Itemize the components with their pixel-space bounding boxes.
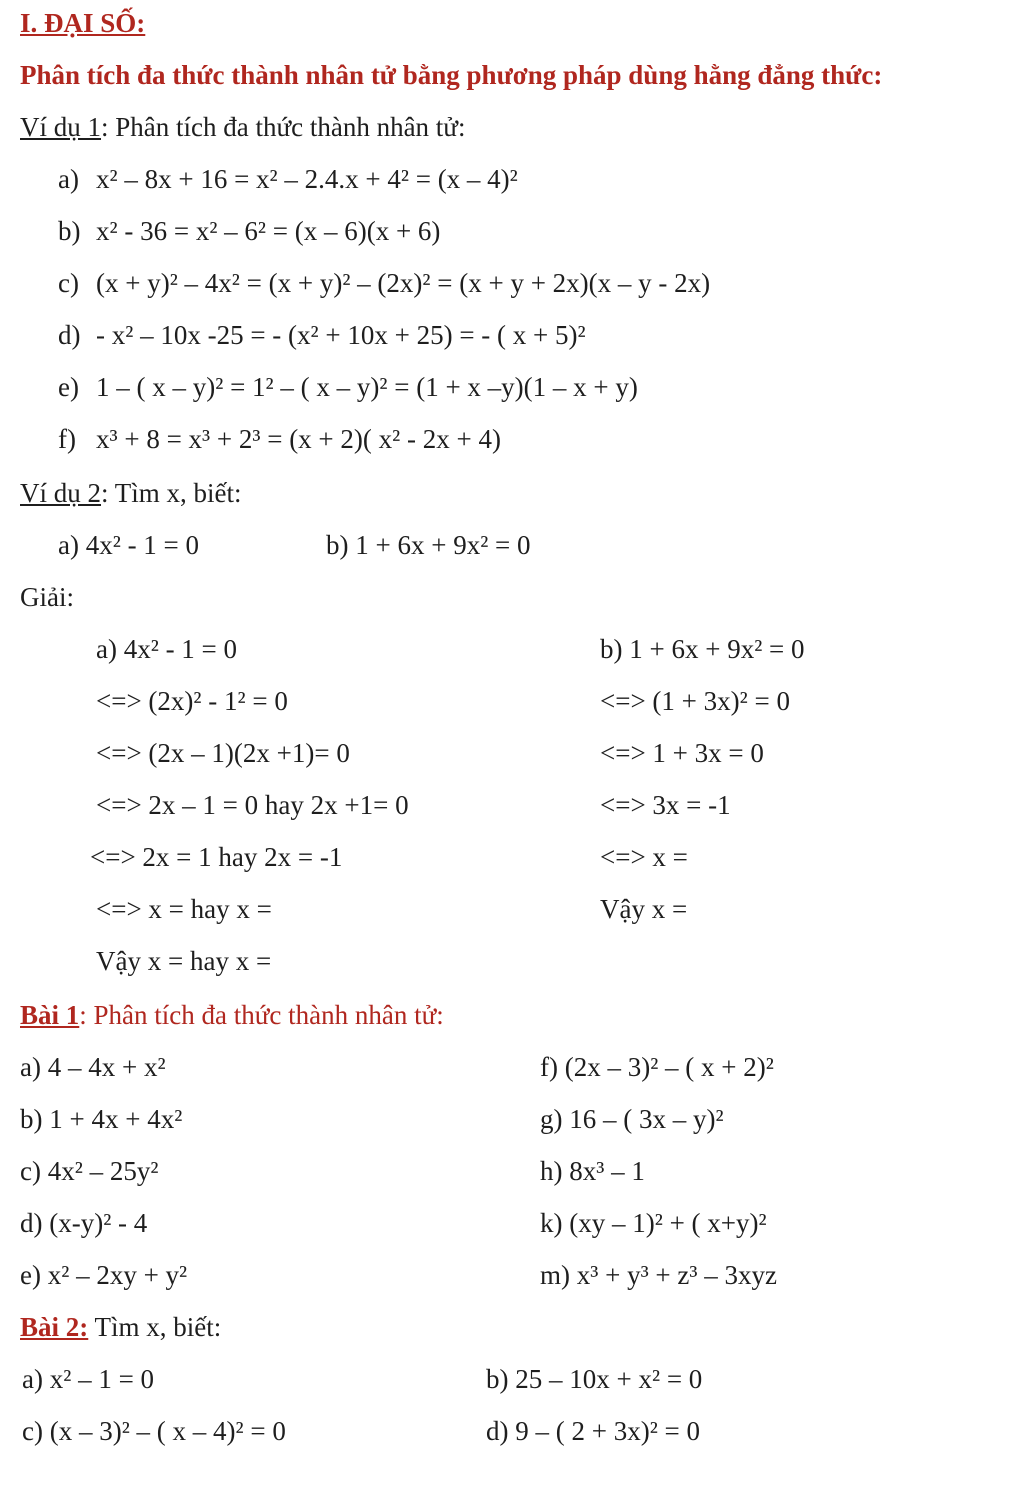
exercise2-heading	[20, 1310, 221, 1344]
item-key: b)	[58, 216, 81, 246]
example1-item-a	[58, 162, 518, 196]
exercise1-right-item: m) x³ + y³ + z³ – 3xyz	[540, 1260, 777, 1290]
solution-left-line: <=> x = hay x =	[96, 894, 272, 924]
solution-left-line: Vậy x = hay x =	[96, 946, 272, 976]
example1-label: Ví dụ 1	[20, 112, 101, 142]
exercise1-left-item: a) 4 – 4x + x²	[20, 1052, 166, 1082]
exercise2-right-item: b) 25 – 10x + x² = 0	[486, 1364, 703, 1394]
exercise1-text: : Phân tích đa thức thành nhân tử:	[79, 1000, 444, 1030]
example2-heading	[20, 476, 242, 510]
solution-right-line: <=> (1 + 3x)² = 0	[600, 686, 790, 716]
exercise1-right-item: k) (xy – 1)² + ( x+y)²	[540, 1208, 767, 1238]
item-expr: (x + y)² – 4x² = (x + y)² – (2x)² = (x + y + 2x)(x – y - 2x)	[96, 268, 711, 298]
solution-label: Giải:	[20, 582, 74, 612]
item-expr: x³ + 8 = x³ + 2³ = (x + 2)( x² - 2x + 4)	[96, 424, 501, 454]
item-key: e)	[58, 372, 79, 402]
example1-item-e	[58, 370, 638, 404]
item-expr: 1 – ( x – y)² = 1² – ( x – y)² = (1 + x –y)(1 – x + y)	[96, 372, 638, 402]
solution-left-line: <=> (2x)² - 1² = 0	[96, 686, 288, 716]
item-expr: - x² – 10x -25 = - (x² + 10x + 25) = - ( x + 5)²	[96, 320, 586, 350]
solution-right-line: b) 1 + 6x + 9x² = 0	[600, 634, 805, 664]
exercise1-left-item: d) (x-y)² - 4	[20, 1208, 148, 1238]
solution-left-line: <=> 2x = 1 hay 2x = -1	[90, 842, 343, 872]
example1-item-c	[58, 266, 710, 300]
exercise1-left-item: c) 4x² – 25y²	[20, 1156, 159, 1186]
solution-right-line: <=> x =	[600, 842, 688, 872]
example1-item-b	[58, 214, 440, 248]
exercise1-right-item: f) (2x – 3)² – ( x + 2)²	[540, 1052, 774, 1082]
example2-text: : Tìm x, biết:	[101, 478, 242, 508]
solution-left-line: <=> 2x – 1 = 0 hay 2x +1= 0	[96, 790, 409, 820]
item-key: a)	[58, 164, 79, 194]
exercise2-left-item: c) (x – 3)² – ( x – 4)² = 0	[22, 1416, 286, 1446]
solution-right-line: Vậy x =	[600, 894, 688, 924]
item-expr: x² – 8x + 16 = x² – 2.4.x + 4² = (x – 4)²	[96, 164, 518, 194]
item-expr: x² - 36 = x² – 6² = (x – 6)(x + 6)	[96, 216, 441, 246]
section-title: I. ĐẠI SỐ:	[20, 8, 146, 38]
solution-left-line: a) 4x² - 1 = 0	[96, 634, 238, 664]
exercise2-left-item: a) x² – 1 = 0	[22, 1364, 155, 1394]
item-key: d)	[58, 320, 81, 350]
example1-item-d	[58, 318, 586, 352]
exercise1-right-item: g) 16 – ( 3x – y)²	[540, 1104, 724, 1134]
item-key: c)	[58, 268, 79, 298]
exercise1-right-item: h) 8x³ – 1	[540, 1156, 645, 1186]
item-key: f)	[58, 424, 76, 454]
example1-heading	[20, 110, 465, 144]
exercise2-text: Tìm x, biết:	[88, 1312, 222, 1342]
solution-right-line: <=> 3x = -1	[600, 790, 731, 820]
exercise1-left-item: e) x² – 2xy + y²	[20, 1260, 188, 1290]
example2-problem-a: a) 4x² - 1 = 0	[58, 530, 200, 560]
exercise2-right-item: d) 9 – ( 2 + 3x)² = 0	[486, 1416, 701, 1446]
exercise1-heading	[20, 998, 444, 1032]
example1-text: : Phân tích đa thức thành nhân tử:	[101, 112, 466, 142]
solution-left-line: <=> (2x – 1)(2x +1)= 0	[96, 738, 350, 768]
example2-label: Ví dụ 2	[20, 478, 101, 508]
solution-right-line: <=> 1 + 3x = 0	[600, 738, 764, 768]
example2-problem-b: b) 1 + 6x + 9x² = 0	[326, 530, 531, 560]
exercise1-label: Bài 1	[20, 1000, 80, 1030]
section-subtitle: Phân tích đa thức thành nhân tử bằng phương pháp dùng hằng đẳng thức:	[20, 60, 883, 90]
example1-item-f	[58, 422, 501, 456]
exercise1-left-item: b) 1 + 4x + 4x²	[20, 1104, 183, 1134]
exercise2-label: Bài 2:	[20, 1312, 89, 1342]
